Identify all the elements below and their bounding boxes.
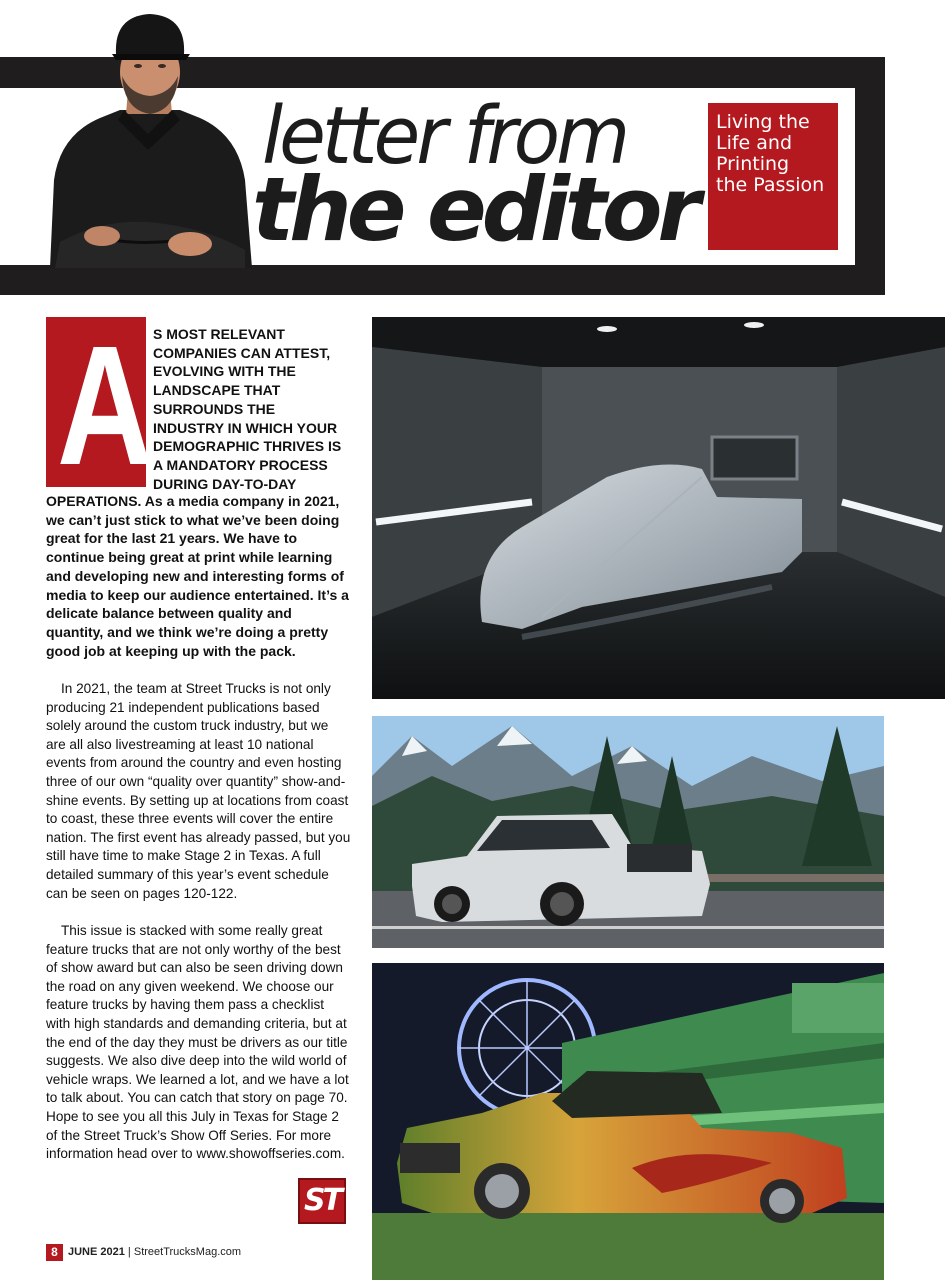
lead-paragraph: OPERATIONS. As a media company in 2021, we can’t just stick to what we’ve been doing great for the last 21 years. We have to continue being great at print while learning and developing new and interesting forms of media to keep our audience entertained. It’s a delicate balance between quality and quantity, and we think we’re doing a pretty good job at keeping up with the pack. xyxy=(46,493,349,659)
street-trucks-logo: ST xyxy=(298,1178,346,1224)
body-paragraph-2: In 2021, the team at Street Trucks is not only producing 21 independent publications based solely around the custom truck industry, but we are all also livestreaming at least 10 national events from around the country and even hosting three of our own “quality over quantity” show-and-shine events. By setting up at locations from coast to coast, these three events will cover the entire nation. The first event has already passed, but you still have time to make Stage 2 in Texas. A full detailed summary of this year’s event schedule can be seen on pages 120-122. xyxy=(46,681,351,901)
footer-site: StreetTrucksMag.com xyxy=(133,1246,242,1258)
drop-cap xyxy=(46,311,153,501)
body-paragraph-3: This issue is stacked with some really great feature trucks that are not only worthy of the best of show award but can also be seen driving down the road on any given weekend. We choose our feature trucks by having them pass a checklist with high standards and demanding criteria, but at the end of the day they must be drivers as our title suggests. We also dive deep into the wild world of vehicle wraps. We learned a lot, and we have a lot to talk about. You can catch that story on page 70. Hope to see you all this July in Texas for Stage 2 of the Street Truck’s Show Off Series. For more information head over to www.showoffseries.com. xyxy=(46,923,349,1162)
photo-covered-truck xyxy=(372,317,945,699)
footer-issue-line xyxy=(68,1245,241,1260)
footer-issue: JUNE 2021 xyxy=(68,1246,125,1258)
title-letter-from: letter from xyxy=(262,88,627,183)
footer-separator: | xyxy=(124,1246,134,1258)
tagline-text: Living the Life and Printing the Passion xyxy=(716,111,825,196)
editor-portrait xyxy=(40,10,255,268)
tagline-box xyxy=(708,103,838,250)
photo-custom-truck-night xyxy=(372,963,884,1280)
page-number: 8 xyxy=(46,1244,63,1261)
drop-cap-letter: A xyxy=(57,311,153,501)
photo-white-truck-mountains xyxy=(372,716,884,948)
title-the-editor: the editor xyxy=(252,158,696,261)
lead-in-caps: S MOST RELEVANT COMPANIES CAN ATTEST, EVOLVING WITH THE LANDSCAPE THAT SURROUNDS THE INDUSTRY IN WHICH YOUR DEMOGRAPHIC THRIVES IS A MANDATORY PROCESS DURING DAY-TO-DAY xyxy=(153,326,342,492)
